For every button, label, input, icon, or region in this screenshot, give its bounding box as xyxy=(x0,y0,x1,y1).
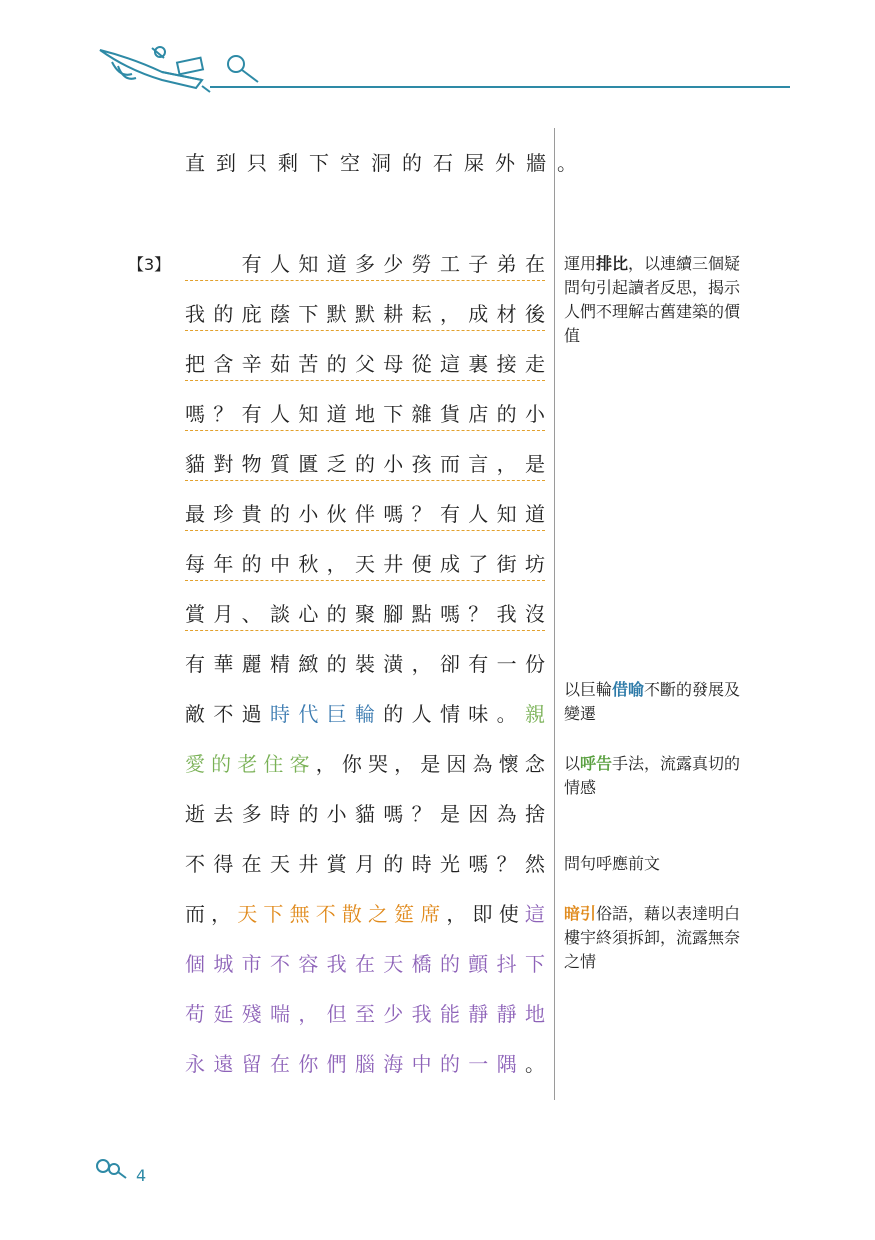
char: 麗 xyxy=(241,652,262,676)
char: 能 xyxy=(439,1002,460,1026)
char: 而 xyxy=(439,452,460,476)
char: 道 xyxy=(326,402,347,426)
char: 住 xyxy=(263,752,284,776)
char: 貨 xyxy=(439,402,460,426)
char xyxy=(185,247,205,280)
char: 工 xyxy=(439,252,460,276)
char: 一 xyxy=(468,1052,489,1076)
char: 質 xyxy=(269,452,290,476)
char: ， xyxy=(496,452,517,476)
char: ， xyxy=(298,1002,319,1026)
text-line xyxy=(185,647,545,681)
char: 捨 xyxy=(524,802,545,826)
char: ， xyxy=(394,752,415,776)
char: 顫 xyxy=(468,952,489,976)
char: 腳 xyxy=(383,602,404,626)
char: 下 xyxy=(263,902,284,926)
char: 耕 xyxy=(383,302,404,326)
char: 把 xyxy=(185,352,205,376)
char: 石 xyxy=(433,151,453,175)
char: 知 xyxy=(298,402,319,426)
char: 至 xyxy=(354,1002,375,1026)
char: 的 xyxy=(241,552,262,576)
char: 喘 xyxy=(269,1002,290,1026)
char: 的 xyxy=(211,752,232,776)
char: 你 xyxy=(298,1052,319,1076)
char: 苦 xyxy=(298,352,319,376)
char: 多 xyxy=(241,802,262,826)
char: 弟 xyxy=(496,252,517,276)
char: 下 xyxy=(524,952,545,976)
char: 潢 xyxy=(383,652,404,676)
char: 下 xyxy=(309,151,329,175)
char: 物 xyxy=(241,452,262,476)
char: 人 xyxy=(269,402,290,426)
char: 嗎 xyxy=(468,852,489,876)
char: 之 xyxy=(367,902,388,926)
char: 人 xyxy=(411,702,432,726)
char: 過 xyxy=(241,702,262,726)
note-metaphor: 以巨輪借喻不斷的發展及變遷 xyxy=(564,680,741,723)
char: 永 xyxy=(185,1052,205,1076)
char: ， xyxy=(446,902,467,926)
char: 少 xyxy=(383,1002,404,1026)
char: 伙 xyxy=(326,502,347,526)
char: 因 xyxy=(446,752,467,776)
char: ， xyxy=(315,752,336,776)
char: 而 xyxy=(185,902,205,926)
char: 情 xyxy=(439,702,460,726)
char: 橋 xyxy=(411,952,432,976)
char: 匱 xyxy=(298,452,319,476)
char: 人 xyxy=(269,252,290,276)
char: 巨 xyxy=(326,702,347,726)
stationery-decoration-icon xyxy=(92,38,272,100)
char: 成 xyxy=(468,302,489,326)
paragraph-label: 【3】 xyxy=(128,255,171,274)
char: 隅 xyxy=(496,1052,517,1076)
char: 一 xyxy=(496,652,517,676)
text-line xyxy=(185,997,545,1031)
char: 哭 xyxy=(367,752,388,776)
char: 懷 xyxy=(498,752,519,776)
char: 外 xyxy=(495,151,515,175)
char: 孩 xyxy=(411,452,432,476)
text-line xyxy=(185,797,545,831)
page-number: 4 xyxy=(136,1166,147,1185)
char: ， xyxy=(211,902,232,926)
char: ？ xyxy=(411,502,432,526)
char: 嗎 xyxy=(383,802,404,826)
char: 這 xyxy=(439,352,460,376)
char: 腦 xyxy=(354,1052,375,1076)
char: 對 xyxy=(213,452,234,476)
char: 貴 xyxy=(241,502,262,526)
char: 我 xyxy=(411,1002,432,1026)
char: 店 xyxy=(468,402,489,426)
char: 使 xyxy=(498,902,519,926)
char: 賞 xyxy=(326,852,347,876)
char: 的 xyxy=(326,602,347,626)
char: 小 xyxy=(326,802,347,826)
char: 有 xyxy=(439,502,460,526)
char: 這 xyxy=(524,902,545,926)
char: 小 xyxy=(524,402,545,426)
char: 逝 xyxy=(185,802,205,826)
header-rule xyxy=(210,86,790,88)
char: 代 xyxy=(298,702,319,726)
char: 遠 xyxy=(213,1052,234,1076)
char: 走 xyxy=(524,352,545,376)
char: 席 xyxy=(420,902,441,926)
char: 少 xyxy=(383,252,404,276)
char: 我 xyxy=(185,302,205,326)
char: 知 xyxy=(298,252,319,276)
char: 點 xyxy=(411,602,432,626)
char: 地 xyxy=(354,402,375,426)
char: 的 xyxy=(496,402,517,426)
char: 貓 xyxy=(185,452,205,476)
char: 殘 xyxy=(241,1002,262,1026)
char: 母 xyxy=(383,352,404,376)
char: 到 xyxy=(216,151,236,175)
char: 從 xyxy=(411,352,432,376)
char: 時 xyxy=(411,852,432,876)
char: 秋 xyxy=(298,552,319,576)
char: 我 xyxy=(496,602,517,626)
char: 只 xyxy=(247,151,267,175)
char: 去 xyxy=(213,802,234,826)
char: 靜 xyxy=(496,1002,517,1026)
char: 們 xyxy=(326,1052,347,1076)
column-divider xyxy=(554,128,555,1100)
char: 光 xyxy=(439,852,460,876)
char: ？ xyxy=(411,802,432,826)
char: 貓 xyxy=(354,802,375,826)
char: 月 xyxy=(354,852,375,876)
text-line xyxy=(185,447,545,481)
char: 子 xyxy=(468,252,489,276)
char: 不 xyxy=(269,952,290,976)
char: 海 xyxy=(383,1052,404,1076)
text-line xyxy=(185,1047,545,1081)
char: 筵 xyxy=(394,902,415,926)
char: 裏 xyxy=(468,352,489,376)
char: 道 xyxy=(326,252,347,276)
char: 空 xyxy=(340,151,360,175)
char: 我 xyxy=(326,952,347,976)
char: 聚 xyxy=(354,602,375,626)
char: 月 xyxy=(213,602,234,626)
char: 下 xyxy=(298,302,319,326)
char: 地 xyxy=(524,1002,545,1026)
char: 嗎 xyxy=(185,402,205,426)
char: 辛 xyxy=(241,352,262,376)
char: 的 xyxy=(354,452,375,476)
char: 含 xyxy=(213,352,234,376)
text-line xyxy=(185,747,545,781)
text-line xyxy=(185,297,545,331)
char: 道 xyxy=(524,502,545,526)
char: 卻 xyxy=(439,652,460,676)
char: 牆 xyxy=(526,151,546,175)
first-line xyxy=(185,146,577,180)
char: 有 xyxy=(241,252,262,276)
char: 庇 xyxy=(241,302,262,326)
char: 。 xyxy=(496,702,517,726)
char: 市 xyxy=(241,952,262,976)
text-line xyxy=(185,547,545,581)
char: 是 xyxy=(439,802,460,826)
char: 每 xyxy=(185,552,205,576)
char: 街 xyxy=(496,552,517,576)
char: 嗎 xyxy=(439,602,460,626)
char: 的 xyxy=(326,352,347,376)
char: 老 xyxy=(237,752,258,776)
char: 得 xyxy=(213,852,234,876)
char: 無 xyxy=(289,902,310,926)
char: 沒 xyxy=(524,602,545,626)
char: 小 xyxy=(383,452,404,476)
char: 容 xyxy=(298,952,319,976)
char: 知 xyxy=(496,502,517,526)
char: 敵 xyxy=(185,702,205,726)
char: 天 xyxy=(269,852,290,876)
char: 你 xyxy=(341,752,362,776)
char: 但 xyxy=(326,1002,347,1026)
char: 便 xyxy=(411,552,432,576)
char: 下 xyxy=(383,402,404,426)
note-apostrophe: 以呼告手法，流露真切的情感 xyxy=(564,754,741,797)
char xyxy=(213,247,233,280)
char: ？ xyxy=(468,602,489,626)
char: 是 xyxy=(524,452,545,476)
char: 的 xyxy=(298,802,319,826)
char: 苟 xyxy=(185,1002,205,1026)
note-implicit-allusion: 暗引俗語，藉以表達明白樓宇終須拆卸，流露無奈之情 xyxy=(564,904,741,971)
char: 接 xyxy=(496,352,517,376)
char: 不 xyxy=(185,852,205,876)
char: 成 xyxy=(439,552,460,576)
char: 了 xyxy=(468,552,489,576)
char: 中 xyxy=(269,552,290,576)
char: 。 xyxy=(557,151,577,175)
char: 嗎 xyxy=(383,502,404,526)
text-line xyxy=(185,347,545,381)
char: 時 xyxy=(269,702,290,726)
char: 蔭 xyxy=(269,302,290,326)
char: 中 xyxy=(411,1052,432,1076)
char: 乏 xyxy=(326,452,347,476)
char: 井 xyxy=(383,552,404,576)
char: 的 xyxy=(402,151,422,175)
text-line xyxy=(185,847,545,881)
char: 屎 xyxy=(464,151,484,175)
char: 後 xyxy=(524,302,545,326)
char: ， xyxy=(439,302,460,326)
char: 味 xyxy=(468,702,489,726)
char: 的 xyxy=(269,502,290,526)
char: 茹 xyxy=(269,352,290,376)
char: 井 xyxy=(298,852,319,876)
char: 的 xyxy=(213,302,234,326)
char: 。 xyxy=(524,1052,545,1076)
char: 賞 xyxy=(185,602,205,626)
char: 為 xyxy=(472,752,493,776)
char: 城 xyxy=(213,952,234,976)
char: 剩 xyxy=(278,151,298,175)
char: 為 xyxy=(496,802,517,826)
char: 耘 xyxy=(411,302,432,326)
char: 親 xyxy=(524,702,545,726)
char: 不 xyxy=(315,902,336,926)
text-line xyxy=(185,397,545,431)
char: 散 xyxy=(341,902,362,926)
char: ， xyxy=(326,552,347,576)
char: 珍 xyxy=(213,502,234,526)
char: 的 xyxy=(383,852,404,876)
char: 時 xyxy=(269,802,290,826)
char: 年 xyxy=(213,552,234,576)
char: 因 xyxy=(468,802,489,826)
char: 然 xyxy=(524,852,545,876)
text-line xyxy=(185,947,545,981)
char: 伴 xyxy=(354,502,375,526)
char: 人 xyxy=(468,502,489,526)
pushpin-icon xyxy=(94,1158,128,1180)
char: 有 xyxy=(468,652,489,676)
char: 小 xyxy=(298,502,319,526)
note-parallelism: 運用排比，以連續三個疑問句引起讀者反思，揭示人們不理解古舊建築的價值 xyxy=(564,254,741,345)
char: 的 xyxy=(383,702,404,726)
char: 有 xyxy=(185,652,205,676)
char: 勞 xyxy=(411,252,432,276)
text-line xyxy=(185,597,545,631)
char: 默 xyxy=(354,302,375,326)
char: 天 xyxy=(237,902,258,926)
char: 的 xyxy=(439,1052,460,1076)
char: 天 xyxy=(354,552,375,576)
char: 雜 xyxy=(411,402,432,426)
char: 客 xyxy=(289,752,310,776)
char: 最 xyxy=(185,502,205,526)
char: 在 xyxy=(269,1052,290,1076)
char: ， xyxy=(411,652,432,676)
char: 的 xyxy=(439,952,460,976)
char: 心 xyxy=(298,602,319,626)
char: 直 xyxy=(185,151,205,175)
char: 是 xyxy=(420,752,441,776)
char: 緻 xyxy=(298,652,319,676)
char: 個 xyxy=(185,952,205,976)
char: 在 xyxy=(524,252,545,276)
char: 不 xyxy=(213,702,234,726)
char: 的 xyxy=(326,652,347,676)
note-question-echo: 問句呼應前文 xyxy=(564,854,661,873)
char: 、 xyxy=(241,602,262,626)
char: 父 xyxy=(354,352,375,376)
char: ？ xyxy=(213,402,234,426)
char: 輪 xyxy=(354,702,375,726)
char: 份 xyxy=(524,652,545,676)
char: ？ xyxy=(496,852,517,876)
char: 即 xyxy=(472,902,493,926)
char: 延 xyxy=(213,1002,234,1026)
char: 念 xyxy=(524,752,545,776)
char: 抖 xyxy=(496,952,517,976)
text-line xyxy=(185,897,545,931)
char: 華 xyxy=(213,652,234,676)
char: 天 xyxy=(383,952,404,976)
char: 留 xyxy=(241,1052,262,1076)
char: 裝 xyxy=(354,652,375,676)
text-line xyxy=(185,247,545,281)
text-line xyxy=(185,497,545,531)
char: 言 xyxy=(468,452,489,476)
char: 愛 xyxy=(185,752,205,776)
char: 坊 xyxy=(524,552,545,576)
char: 多 xyxy=(354,252,375,276)
char: 談 xyxy=(269,602,290,626)
char: 材 xyxy=(496,302,517,326)
char: 在 xyxy=(354,952,375,976)
text-line xyxy=(185,697,545,731)
char: 默 xyxy=(326,302,347,326)
char: 有 xyxy=(241,402,262,426)
char: 靜 xyxy=(468,1002,489,1026)
char: 精 xyxy=(269,652,290,676)
char: 在 xyxy=(241,852,262,876)
char: 洞 xyxy=(371,151,391,175)
